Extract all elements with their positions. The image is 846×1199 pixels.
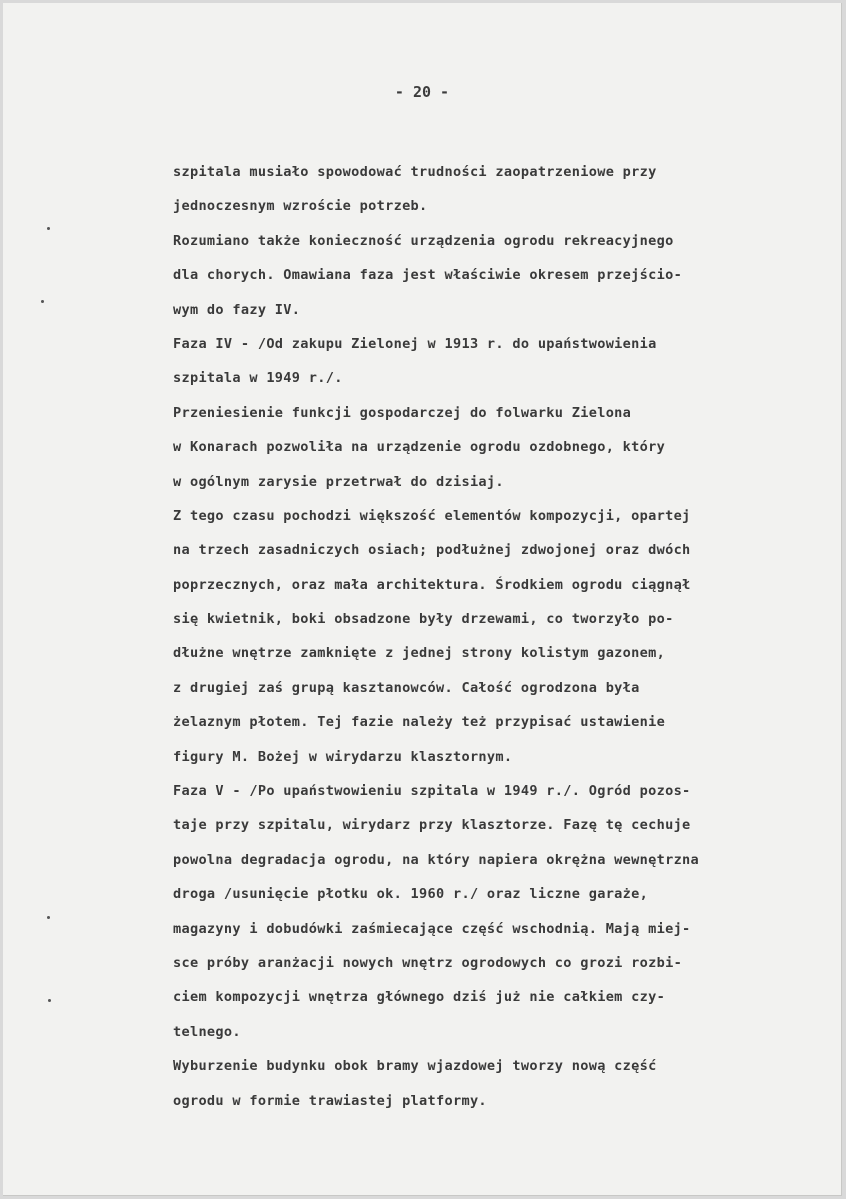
text-line: szpitala w 1949 r./. (173, 370, 343, 387)
text-line: telnego. (173, 1023, 241, 1040)
margin-dot-mark (47, 916, 50, 919)
body-text (173, 155, 833, 1118)
text-line: Faza V - /Po upaństwowieniu szpitala w 1949 r./. Ogród pozos- (173, 783, 691, 800)
text-line: szpitala musiało spowodować trudności zaopatrzeniowe przy (173, 164, 657, 180)
text-line: figury M. Bożej w wirydarzu klasztornym. (173, 748, 513, 765)
text-line: dłużne wnętrze zamknięte z jednej strony kolistym gazonem, (173, 645, 666, 662)
margin-dot-mark (48, 999, 51, 1002)
text-line: poprzecznych, oraz mała architektura. Środkiem ogrodu ciągnął (173, 576, 691, 593)
text-line: wym do fazy IV. (173, 301, 301, 318)
text-line: ogrodu w formie trawiastej platformy. (173, 1092, 487, 1109)
text-line: powolna degradacja ogrodu, na który napiera okrężna wewnętrzna (173, 851, 700, 868)
text-line: jednoczesnym wzroście potrzeb. (173, 198, 428, 215)
margin-dot-mark (47, 227, 50, 230)
text-line: taje przy szpitalu, wirydarz przy klasztorze. Fazę tę cechuje (173, 817, 691, 834)
document-page (3, 3, 842, 1196)
text-line: droga /usunięcie płotku ok. 1960 r./ oraz liczne garaże, (173, 886, 649, 903)
text-line: na trzech zasadniczych osiach; podłużnej zdwojonej oraz dwóch (173, 542, 691, 559)
text-line: z drugiej zaś grupą kasztanowców. Całość ogrodzona była (173, 679, 640, 696)
text-line: się kwietnik, boki obsadzone były drzewami, co tworzyło po- (173, 611, 674, 628)
text-line: magazyny i dobudówki zaśmiecające część wschodnią. Mają miej- (173, 920, 691, 937)
text-line: Faza IV - /Od zakupu Zielonej w 1913 r. do upaństwowienia (173, 335, 657, 352)
text-line: Z tego czasu pochodzi większość elementów kompozycji, opartej (173, 507, 691, 524)
margin-dot-mark (41, 300, 44, 303)
text-line: w ogólnym zarysie przetrwał do dzisiaj. (173, 473, 504, 490)
text-line: w Konarach pozwoliła na urządzenie ogrodu ozdobnego, który (173, 439, 666, 456)
page-number: - 20 - (394, 83, 450, 101)
text-line: ciem kompozycji wnętrza głównego dziś już nie całkiem czy- (173, 989, 666, 1006)
text-line: Rozumiano także konieczność urządzenia ogrodu rekreacyjnego (173, 232, 674, 249)
text-line: sce próby aranżacji nowych wnętrz ogrodowych co grozi rozbi- (173, 954, 683, 971)
text-line: Przeniesienie funkcji gospodarczej do folwarku Zielona (173, 404, 632, 421)
text-line: Wyburzenie budynku obok bramy wjazdowej tworzy nową część (173, 1058, 657, 1075)
text-line: żelaznym płotem. Tej fazie należy też przypisać ustawienie (173, 714, 666, 731)
text-line: dla chorych. Omawiana faza jest właściwie okresem przejścio- (173, 267, 683, 284)
